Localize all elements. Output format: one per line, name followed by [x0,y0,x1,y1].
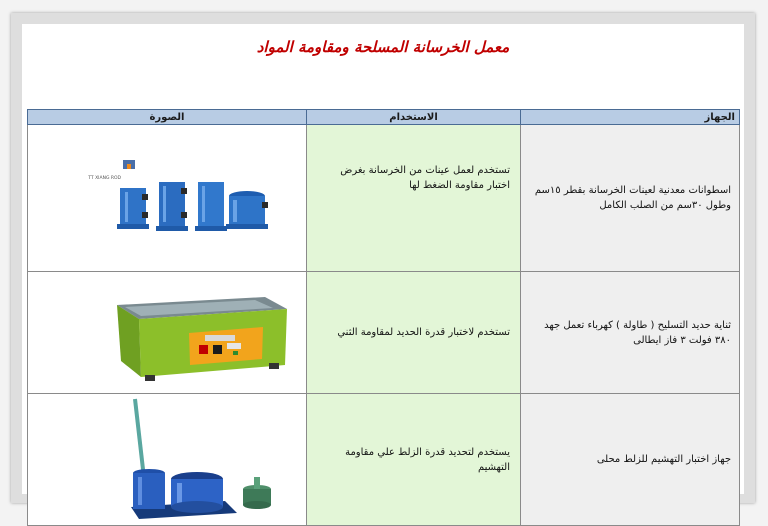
document-page [22,24,744,494]
image-cell [28,272,307,394]
image-cell [28,125,307,272]
header-usage: الاستخدام [307,110,521,125]
table-header-row [28,110,740,125]
cylinder-molds-image [88,146,305,250]
device-cell: اسطوانات معدنية لعينات الخرسانة بقطر ١٥سم وطول ٣٠سم من الصلب الكامل [521,125,740,272]
table-row [28,125,740,272]
rebar-bender-image [105,275,305,390]
device-cell: ثناية حديد التسليح ( طاولة ) كهرباء تعمل جهد ٣٨٠ فولت ٣ فاز ايطالى [521,272,740,394]
header-image: الصورة [28,110,307,125]
crushing-test-apparatus-image [105,397,305,522]
table-row [28,272,740,394]
brand-logo-text: TT XIANG ROD [88,176,121,181]
device-cell: جهاز اختبار التهشيم للزلط محلى [521,394,740,526]
usage-cell: يستخدم لتحديد قدرة الزلط علي مقاومة التهشيم [307,394,521,526]
table-row [28,394,740,526]
equipment-table [27,109,740,526]
header-device: الجهاز [521,110,740,125]
usage-cell: تستخدم لاختبار قدرة الحديد لمقاومة الثني [307,272,521,394]
page-title: معمل الخرسانة المسلحة ومقاومة المواد [256,38,510,56]
usage-cell: تستخدم لعمل عينات من الخرسانة بغرض اختبار مقاومة الضغط لها [307,125,521,272]
image-cell [28,394,307,526]
